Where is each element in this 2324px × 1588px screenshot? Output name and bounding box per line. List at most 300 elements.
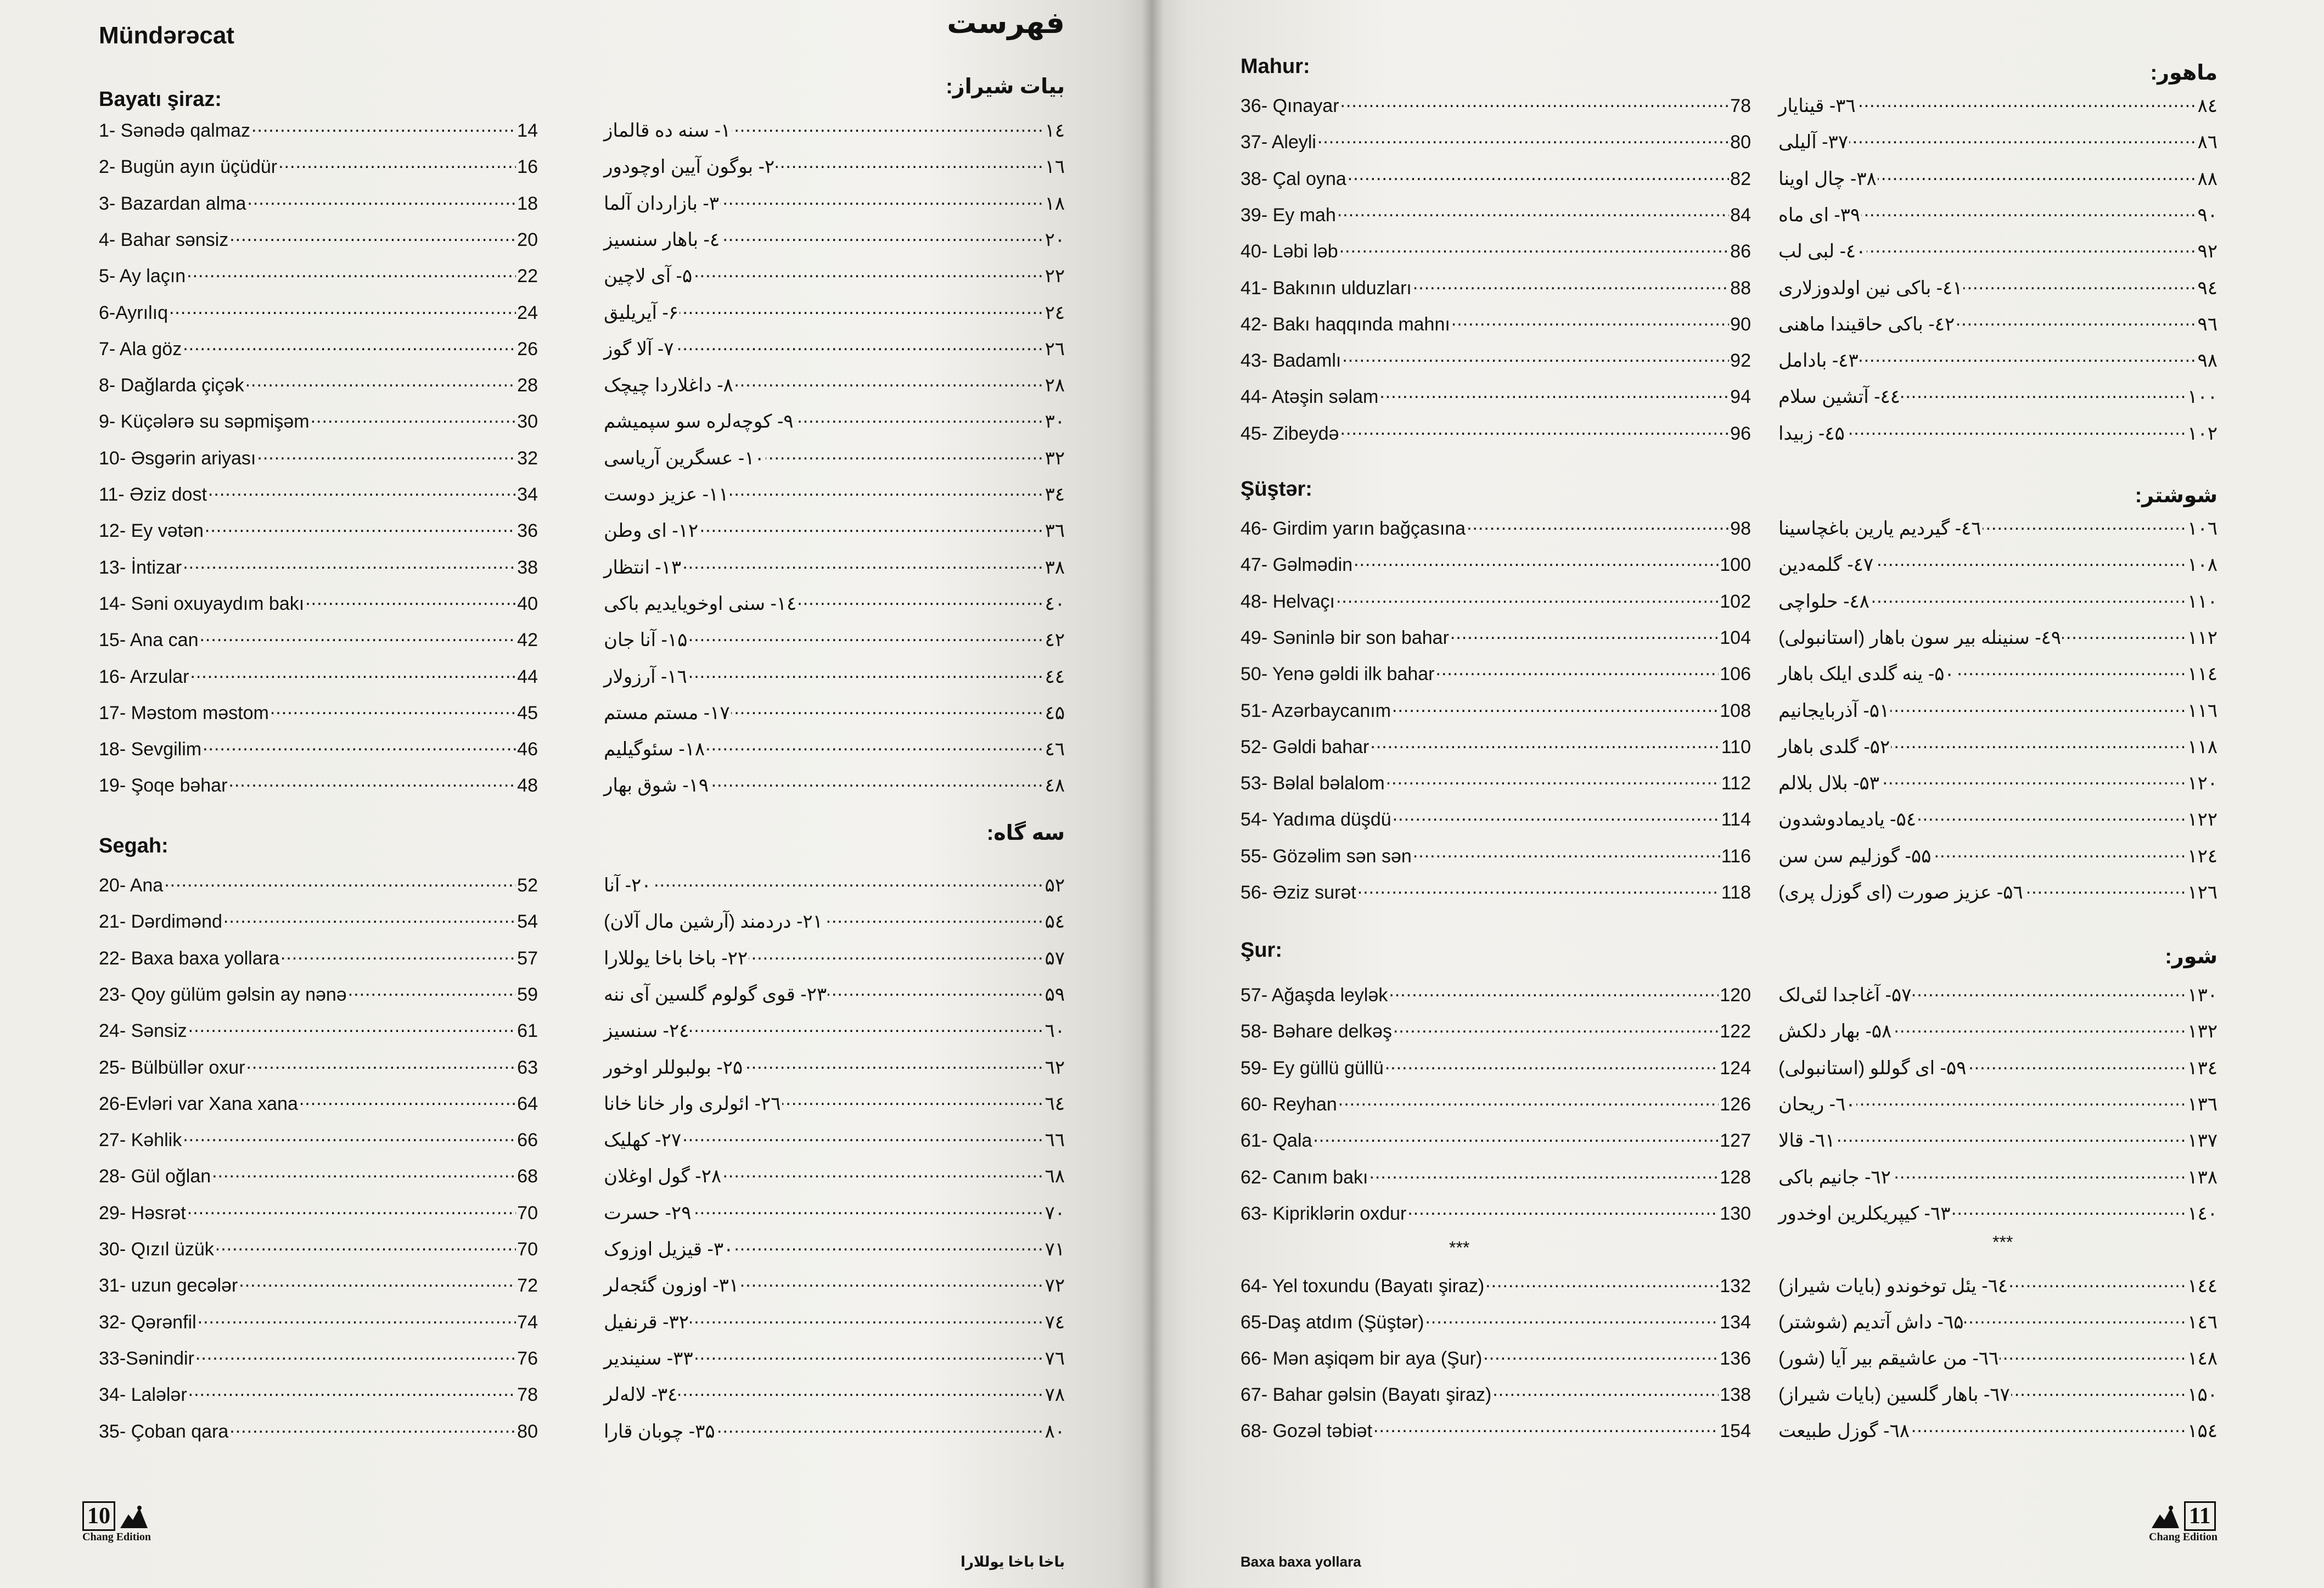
leader-dots [734,373,1044,391]
toc-entry-page: 102 [1720,591,1751,612]
toc-entry-title: 5- Ay laçın [99,266,186,287]
toc-entry-title: 49- Səninlə bir son bahar [1240,627,1449,648]
toc-entry-title: ٤۱- باکی نین اولدوزلاری [1778,277,1963,299]
toc-entry [1240,1092,1751,1115]
toc-entry [604,700,1065,724]
leader-dots [1407,1201,1719,1220]
leader-dots [653,873,1044,891]
toc-entry-page: ۱۰٦ [2187,518,2218,539]
page-title-arabic: فهرست [947,7,1065,40]
leader-dots [690,1018,1043,1037]
toc-entry-title: 46- Girdim yarın bağçasına [1240,518,1466,539]
leader-dots [215,1237,516,1255]
toc-entry [99,300,538,324]
toc-entry-title: 17- Məstom məstom [99,702,269,723]
leader-dots [694,1346,1044,1365]
leader-dots [1392,698,1719,717]
toc-entry [99,627,538,651]
leader-dots [278,154,516,173]
toc-entry-title: ۱٤- سنی اوخویایدیم باکی [604,593,797,614]
toc-entry [1240,983,1751,1006]
toc-entry [604,909,1065,933]
toc-entry-title: 37- Aleyli [1240,132,1316,153]
publisher-logo-icon [2149,1503,2182,1531]
toc-entry-page: 30 [517,411,538,433]
leader-dots [223,909,516,928]
leader-dots [682,555,1043,574]
section-heading: سه گاه: [986,822,1065,845]
toc-entry-title: ۲٤- سنسیز [604,1020,689,1042]
toc-entry-page: ۳٤ [1045,484,1065,505]
toc-entry-page: ۱۱۸ [2187,736,2218,757]
toc-entry-page: ۵۹ [1045,984,1065,1005]
toc-entry-page: 22 [517,266,538,287]
section-heading: Şur: [1240,939,1282,962]
toc-entry [604,982,1065,1006]
leader-dots [198,1310,517,1328]
leader-dots [203,737,516,755]
leader-dots [1357,880,1720,899]
leader-dots [2062,625,2186,644]
toc-entry [1778,421,2218,445]
toc-entry [1778,1346,2218,1370]
toc-entry-page: 106 [1720,664,1751,685]
leader-dots [1338,1092,1719,1110]
leader-dots [1849,130,2197,148]
toc-entry [604,591,1065,615]
toc-entry-page: ۱۲٤ [2187,845,2218,867]
leader-dots [690,1310,1043,1328]
toc-entry [99,191,538,215]
toc-entry-title: 56- Əziz surət [1240,882,1356,903]
toc-entry [1778,807,2218,831]
leader-dots [2000,1346,2186,1365]
toc-entry [99,409,538,433]
toc-entry-page: 128 [1720,1166,1751,1188]
leader-dots [208,482,516,501]
toc-entry-page: ۱۱۰ [2187,591,2218,612]
toc-entry [99,664,538,688]
leader-dots [710,773,1043,792]
toc-entry-page: 82 [1730,168,1751,189]
toc-entry-title: ۱۱- عزیز دوست [604,484,729,505]
toc-entry [99,946,538,969]
toc-entry-title: ٤٤- آتشین سلام [1778,386,1900,408]
toc-entry-page: 126 [1720,1093,1751,1115]
toc-entry-page: ۱۰۲ [2187,423,2218,444]
leader-dots [1878,166,2197,185]
leader-dots [1467,516,1729,535]
toc-entry-title: ۱۰- عسگرین آریاسی [604,447,765,469]
toc-entry [1240,771,1751,794]
toc-entry [99,446,538,469]
toc-entry-title: ٦۳- کیپریکلرین اوخدور [1778,1203,1951,1224]
leader-dots [795,409,1044,428]
toc-entry-page: ٦٤ [1045,1093,1065,1114]
toc-entry-page: ۷٤ [1045,1311,1065,1333]
toc-entry-title: 48- Helvaçı [1240,591,1335,612]
leader-dots [205,518,516,537]
toc-entry-title: 2- Bugün ayın üçüdür [99,156,278,178]
toc-entry [604,300,1065,324]
toc-entry-title: 20- Ana [99,875,164,896]
leader-dots [251,118,516,137]
toc-entry-title: ۳٤- لاله‌لر [604,1384,678,1406]
leader-dots [1901,384,2186,403]
leader-dots [1337,203,1729,221]
leader-dots [1956,312,2196,330]
leader-dots [1932,844,2186,862]
toc-entry-title: 15- Ana can [99,630,199,651]
toc-entry [1778,384,2218,408]
toc-entry [99,1346,538,1370]
toc-entry-page: ۱۳۸ [2187,1166,2218,1188]
toc-entry-title: ۱۲- ای وطن [604,520,699,542]
toc-entry-title: ۲۵- بولبوللر اوخور [604,1057,743,1078]
toc-entry [1778,1128,2218,1152]
toc-entry-title: ۳۲- قرنفیل [604,1311,689,1333]
toc-entry [1778,203,2218,226]
leader-dots [228,773,516,792]
toc-entry-title: 29- Həsrət [99,1202,186,1224]
leader-dots [1451,312,1729,330]
toc-entry [1240,807,1751,831]
toc-entry-title: 12- Ey vətən [99,520,204,542]
toc-entry [1778,661,2218,685]
toc-entry-title: 57- Ağaşda leylək [1240,985,1388,1006]
leader-dots [766,446,1044,464]
toc-entry-title: 35- Çoban qara [99,1421,229,1442]
toc-entry [1240,880,1751,904]
toc-entry-title: 4- Bahar sənsiz [99,229,229,250]
toc-entry [1778,348,2218,372]
toc-entry-title: ۳۳- سنیندیر [604,1348,693,1369]
toc-entry [99,118,538,142]
toc-entry-title: 58- Bəhare delkəş [1240,1021,1392,1042]
toc-entry [1240,130,1751,153]
toc-entry-title: 6-Ayrılıq [99,302,168,323]
toc-entry-title: ٦٤- یئل توخوندو (بایات شیراز) [1778,1276,2008,1297]
toc-entry-title: 34- Lalələr [99,1384,187,1406]
toc-entry-page: 116 [1721,845,1751,867]
toc-entry [1240,1128,1751,1152]
toc-entry-page: 72 [517,1275,538,1297]
toc-entry [1240,93,1751,117]
toc-entry [99,982,538,1006]
toc-entry-page: ۹٤ [2197,277,2218,299]
toc-entry [99,227,538,251]
toc-entry-page: ۱۱۲ [2187,627,2218,648]
toc-entry-title: ۱۸- سئوگیلیم [604,739,705,760]
toc-entry-title: 62- Canım bakı [1240,1166,1368,1188]
toc-entry-title: 24- Sənsiz [99,1020,187,1042]
leader-dots [1867,239,2196,257]
leader-dots [1340,93,1730,112]
toc-entry-page: 61 [517,1020,538,1042]
toc-entry-title: 43- Badamlı [1240,350,1341,372]
toc-entry-page: ۱۳۷ [2187,1130,2218,1152]
toc-entry-page: ۲۲ [1045,266,1065,287]
leader-dots [1379,384,1729,403]
leader-dots [199,627,516,646]
leader-dots [1413,276,1729,294]
toc-entry [1240,661,1751,685]
toc-entry-page: 78 [1730,96,1751,116]
toc-entry-page: 80 [1730,132,1751,153]
leader-dots [740,1273,1043,1292]
toc-entry [99,773,538,796]
toc-entry-title: ۵٦- عزیز صورت (ای گوزل پری) [1778,882,2023,903]
publisher-name: Chang Edition [2149,1531,2218,1543]
toc-entry-page: 136 [1720,1348,1751,1369]
toc-entry-title: 26-Evləri var Xana xana [99,1093,298,1114]
leader-dots [1917,807,2186,826]
leader-dots [183,336,516,355]
toc-entry-page: ۱۱٦ [2187,700,2218,721]
toc-entry-title: 67- Bahar gəlsin (Bayatı şiraz) [1240,1384,1492,1405]
toc-entry [604,409,1065,433]
toc-entry [604,263,1065,287]
toc-entry [1240,625,1751,649]
toc-entry-page: ۱۸ [1045,193,1065,214]
toc-entry [99,1127,538,1151]
toc-entry-title: 8- Dağlarda çiçək [99,375,244,396]
leader-dots [1880,771,2186,789]
toc-entry-page: 40 [517,593,538,614]
toc-entry-page: ۱۰۰ [2187,386,2218,408]
toc-entry-page: ۱٤٦ [2187,1312,2218,1333]
leader-dots [188,1018,517,1037]
toc-entry-title: 59- Ey güllü güllü [1240,1057,1384,1079]
toc-entry-title: 53- Bəlal bəlalom [1240,773,1385,794]
toc-entry-page: 24 [517,302,538,323]
toc-entry [604,773,1065,796]
toc-entry-page: 124 [1720,1057,1751,1079]
toc-entry-page: ۱٤۰ [2187,1203,2218,1224]
toc-entry [1778,734,2218,758]
toc-entry [1240,348,1751,372]
toc-entry-page: 122 [1720,1021,1751,1042]
leader-dots [1348,166,1729,185]
toc-entry [604,946,1065,969]
toc-entry-page: 104 [1720,627,1751,648]
leader-dots [311,409,517,428]
toc-entry-title: 44- Atəşin səlam [1240,386,1379,408]
toc-entry-page: ۹۸ [2197,350,2218,372]
toc-entry [1778,1165,2218,1188]
toc-entry-title: 45- Zibeydə [1240,423,1339,444]
toc-entry-title: ۳- بازاردان آلما [604,193,719,214]
toc-entry-title: ۲۳- قوی گولوم گلسین آی ننه [604,984,827,1005]
leader-dots [1846,421,2186,440]
toc-entry-page: 127 [1720,1130,1751,1152]
leader-dots [1967,1056,2186,1074]
toc-entry-title: 32- Qərənfil [99,1311,197,1333]
toc-entry-title: 27- Kəhlik [99,1130,182,1151]
leader-dots [699,518,1043,537]
toc-entry [99,1419,538,1443]
leader-dots [1983,516,2187,535]
toc-entry-title: ٤۲- باکی حاقیندا ماهنی [1778,313,1955,335]
toc-entry [604,1310,1065,1333]
separator-stars: *** [1449,1238,1470,1258]
toc-entry [1778,1273,2218,1297]
toc-entry-page: 16 [517,156,538,178]
leader-dots [731,700,1044,719]
leader-dots [1964,1310,2186,1328]
toc-entry-title: ۵۲- گلدی باهار [1778,736,1890,757]
leader-dots [1860,348,2197,367]
toc-entry-title: 42- Bakı haqqında mahnı [1240,313,1450,335]
toc-entry [99,263,538,287]
toc-entry-title: ۲۷- کهلیک [604,1130,682,1151]
toc-entry-title: ۲۱- دردمند (آرشین مال آلان) [604,911,823,933]
toc-entry-page: ۳۸ [1045,557,1065,578]
toc-entry-page: ٤۲ [1045,630,1065,651]
toc-entry-title: ۹- کوچه‌لره سو سپمیشم [604,411,794,433]
toc-entry [1240,516,1751,540]
toc-entry-page: 38 [517,557,538,578]
running-footer-left: باخا باخا یوللارا [961,1553,1065,1570]
toc-entry-page: ۸۸ [2197,168,2218,189]
leader-dots [1425,1310,1719,1328]
toc-entry [99,154,538,178]
leader-dots [675,336,1044,355]
toc-entry-page: ۱۲۰ [2187,773,2218,794]
toc-entry-title: 14- Səni oxuyaydım bakı [99,593,305,614]
toc-entry-title: 36- Qınayar [1240,96,1339,116]
leader-dots [212,1164,516,1182]
leader-dots [1369,1165,1719,1183]
toc-entry-page: 45 [517,702,538,723]
leader-dots [720,191,1044,210]
toc-entry [604,627,1065,651]
leader-dots [692,1200,1043,1219]
toc-entry-title: 25- Bülbüllər oxur [99,1057,245,1078]
toc-entry [1240,552,1751,576]
toc-entry-page: 98 [1730,518,1751,539]
toc-entry-page: ۲٦ [1045,338,1065,360]
leader-dots [2024,880,2187,899]
toc-entry-title: ۱۹- شوق بهار [604,775,709,796]
leader-dots [1963,276,2196,294]
toc-entry [1778,771,2218,794]
leader-dots [169,300,516,319]
toc-entry-page: ۹۰ [2197,204,2218,226]
toc-entry-page: ۱۵٤ [2187,1421,2218,1441]
toc-entry-page: 92 [1730,350,1751,372]
toc-entry-title: ۵۷- آغاجدا لئی‌لک [1778,985,1912,1006]
toc-entry [1240,239,1751,262]
toc-entry-page: 36 [517,520,538,542]
leader-dots [1354,552,1719,571]
toc-entry-page: ٤٦ [1045,739,1065,760]
toc-entry [604,555,1065,579]
toc-entry-page: 132 [1720,1276,1751,1297]
toc-entry-title: 1- Sənədə qalmaz [99,120,250,141]
leader-dots [680,300,1043,319]
leader-dots [1856,1092,2186,1110]
toc-entry-title: ۲۲- باخا باخا یوللارا [604,947,748,969]
toc-entry-title: ۲- بوگون آیین اوچودور [604,156,775,178]
leader-dots [1912,983,2186,1001]
leader-dots [1871,589,2186,608]
toc-entry-title: 39- Ey mah [1240,204,1336,226]
leader-dots [1861,203,2196,221]
toc-entry [604,873,1065,896]
toc-entry [1778,552,2218,576]
toc-entry [1778,1382,2218,1406]
toc-entry-page: 32 [517,447,538,469]
toc-entry [1778,844,2218,867]
toc-entry-page: ۱٦ [1045,156,1065,178]
toc-entry [99,1018,538,1042]
toc-entry-page: 57 [517,947,538,969]
leader-dots [798,591,1043,610]
toc-entry [604,446,1065,469]
toc-entry-page: ۵٤ [1045,911,1065,933]
toc-entry [1778,93,2218,117]
toc-entry [99,700,538,724]
toc-entry-page: ۳۲ [1045,447,1065,469]
toc-entry-title: 38- Çal oyna [1240,168,1346,189]
toc-entry-page: 42 [517,630,538,651]
leader-dots [190,664,516,683]
leader-dots [732,118,1043,137]
toc-entry-title: ۱۵- آنا جان [604,630,688,651]
toc-entry-title: ۲۹- حسرت [604,1202,692,1224]
toc-entry [604,191,1065,215]
toc-entry [1778,239,2218,262]
folio-right [2149,1501,2218,1543]
toc-entry [99,737,538,760]
toc-entry-page: 118 [1721,882,1751,903]
toc-entry-title: 47- Gəlmədin [1240,554,1353,576]
toc-entry-page: ۱۱٤ [2187,664,2218,685]
toc-entry [1778,1310,2218,1333]
toc-entry-page: ۱۲۲ [2187,809,2218,831]
toc-entry-title: ۱۷- مستم مستم [604,702,730,723]
toc-entry-title: ۵٤- یادیمادوشدون [1778,809,1917,831]
toc-entry-title: 61- Qala [1240,1130,1312,1152]
toc-entry-title: 50- Yenə gəldi ilk bahar [1240,664,1435,685]
toc-entry-title: ٦۱- قالا [1778,1130,1835,1152]
leader-dots [183,1127,516,1146]
leader-dots [187,1200,516,1219]
leader-dots [348,982,516,1001]
toc-entry-page: ٦۲ [1045,1057,1065,1078]
toc-entry-page: ۸۰ [1045,1421,1065,1442]
toc-entry-title: ٤۰- لبی لب [1778,241,1866,262]
toc-entry-page: 94 [1730,386,1751,408]
leader-dots [1892,1165,2186,1183]
toc-entry [1240,312,1751,335]
toc-entry-title: 21- Dərdimənd [99,911,222,933]
toc-entry [99,518,538,542]
toc-entry-title: 68- Gozəl təbiət [1240,1421,1373,1441]
toc-entry [1240,734,1751,758]
toc-entry-title: ۵۹- ای گوللو (استانبولی) [1778,1057,1967,1079]
leader-dots [1874,552,2186,571]
toc-entry [604,1382,1065,1406]
toc-entry [1778,166,2218,190]
toc-entry-page: ۷۰ [1045,1202,1065,1224]
leader-dots [187,263,516,282]
toc-entry-page: ۱۲٦ [2187,882,2218,903]
toc-entry [1778,312,2218,335]
leader-dots [270,700,516,719]
toc-entry-page: 80 [517,1421,538,1442]
